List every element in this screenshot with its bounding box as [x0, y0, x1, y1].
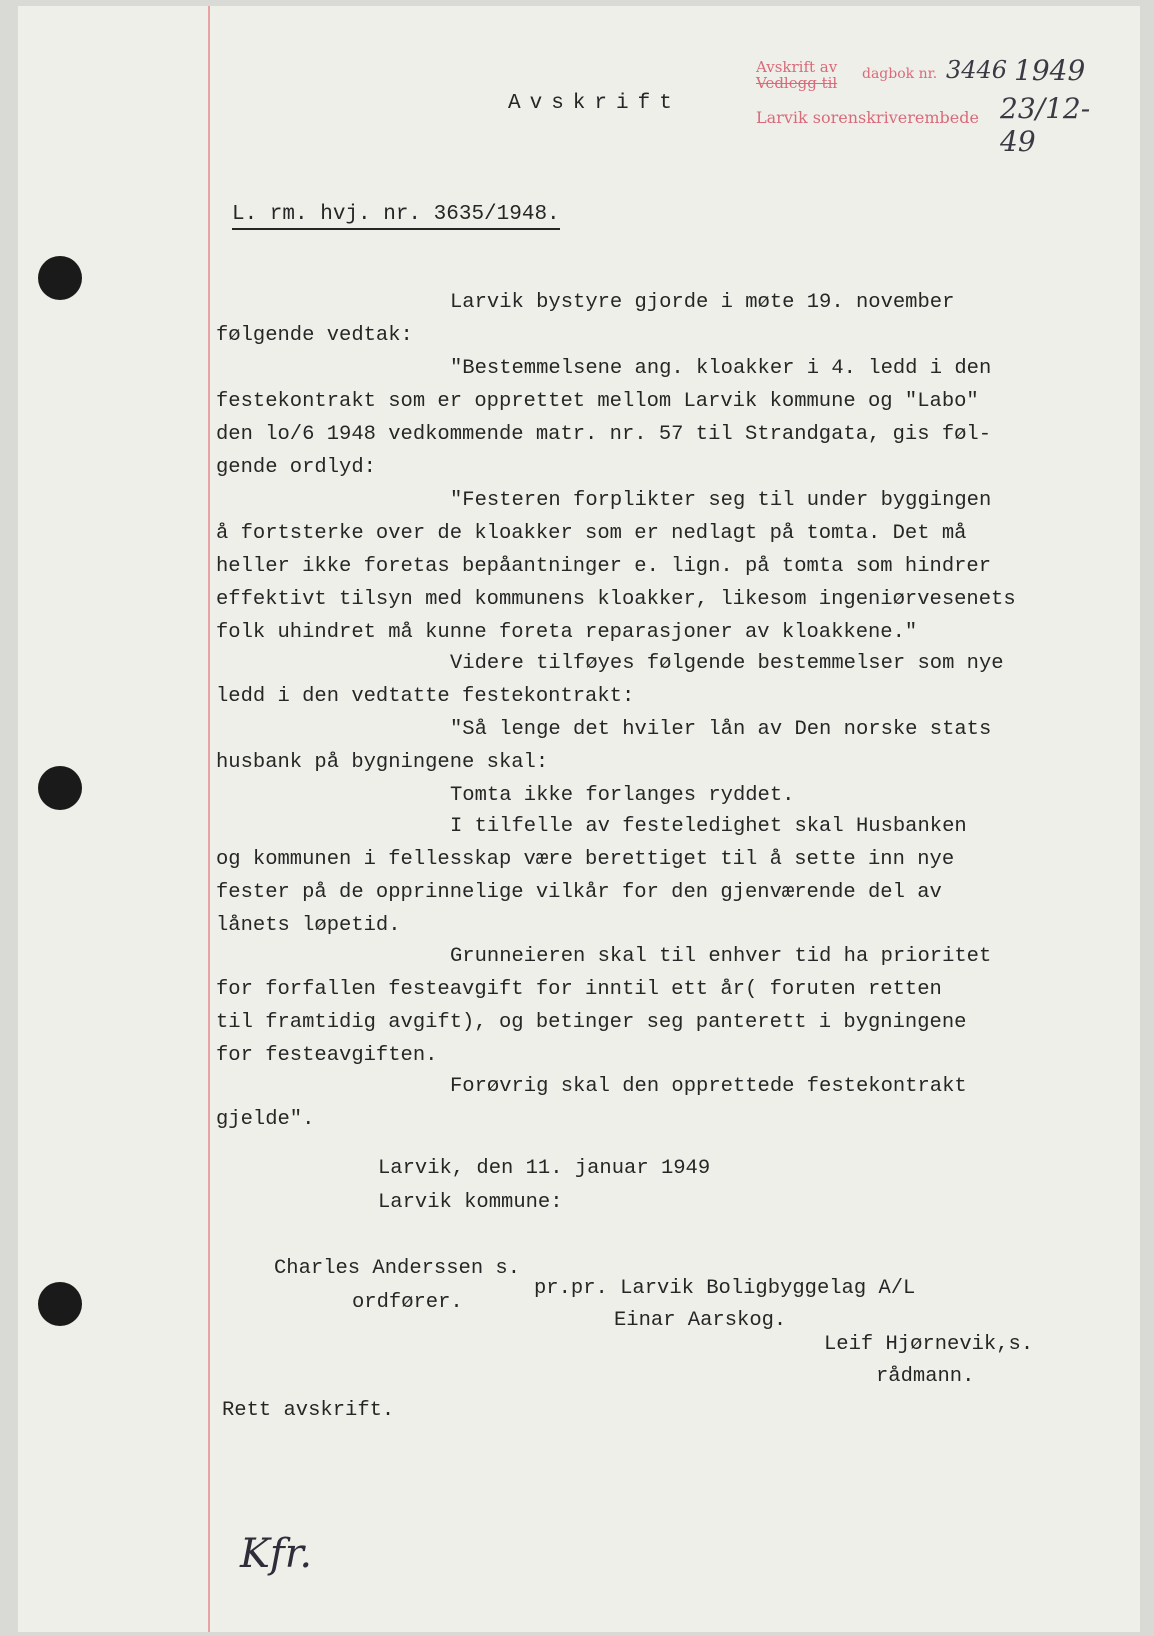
pp-line: pr.pr. Larvik Boligbyggelag A/L [534, 1277, 916, 1300]
place-date: Larvik, den 11. januar 1949 [378, 1157, 711, 1180]
punch-hole [38, 1282, 82, 1326]
document-title: Avskrift [508, 92, 681, 115]
body-line: festekontrakt som er opprettet mellom Larvik kommune og "Labo" [216, 390, 979, 413]
body-line: gende ordlyd: [216, 456, 376, 479]
stamp-year: 1949 [1014, 54, 1086, 87]
municipality: Larvik kommune: [378, 1191, 563, 1214]
body-line: I tilfelle av festeledighet skal Husbanken [450, 815, 967, 838]
body-line: for festeavgiften. [216, 1044, 438, 1067]
body-line: fester på de opprinnelige vilkår for den gjenværende del av [216, 881, 942, 904]
document-page [18, 6, 1140, 1632]
stamp-office: Larvik sorenskriverembede [756, 108, 979, 127]
admin-name: Leif Hjørnevik,s. [824, 1333, 1034, 1356]
stamp-line-2: Vedlegg til [756, 74, 838, 92]
body-line: husbank på bygningene skal: [216, 751, 549, 774]
body-line: ledd i den vedtatte festekontrakt: [216, 685, 635, 708]
body-line: "Festeren forplikter seg til under byggingen [450, 489, 992, 512]
margin-line [208, 6, 210, 1632]
pp-name: Einar Aarskog. [614, 1309, 787, 1332]
body-line: for forfallen festeavgift for inntil ett år( foruten retten [216, 978, 942, 1001]
body-line: til framtidig avgift), og betinger seg panterett i bygningene [216, 1011, 967, 1034]
body-line: "Bestemmelsene ang. kloakker i 4. ledd i den [450, 357, 992, 380]
body-line: Grunneieren skal til enhver tid ha prioritet [450, 945, 992, 968]
body-line: lånets løpetid. [216, 914, 401, 937]
stamp-dagbok-number: 3446 [946, 56, 1008, 84]
body-line: heller ikke foretas bepåantninger e. lign. på tomta som hindrer [216, 555, 992, 578]
body-line: effektivt tilsyn med kommunens kloakker, likesom ingeniørvesenets [216, 588, 1016, 611]
body-line: følgende vedtak: [216, 324, 413, 347]
body-line: Larvik bystyre gjorde i møte 19. november [450, 291, 955, 314]
body-line: å fortsterke over de kloakker som er nedlagt på tomta. Det må [216, 522, 967, 545]
body-line: Tomta ikke forlanges ryddet. [450, 784, 795, 807]
body-line: Videre tilføyes følgende bestemmelser som nye [450, 652, 1004, 675]
reference-number: L. rm. hvj. nr. 3635/1948. [232, 202, 560, 230]
mayor-title: ordfører. [352, 1291, 463, 1314]
stamp-line-1: Avskrift av [756, 58, 838, 76]
punch-hole [38, 766, 82, 810]
stamp-date: 23/12-49 [1000, 92, 1091, 158]
punch-hole [38, 256, 82, 300]
body-line: gjelde". [216, 1108, 315, 1131]
body-line: "Så lenge det hviler lån av Den norske stats [450, 718, 992, 741]
handwritten-initials: Kfr. [240, 1531, 313, 1577]
body-line: og kommunen i fellesskap være berettiget til å sette inn nye [216, 848, 955, 871]
body-line: folk uhindret må kunne foreta reparasjoner av kloakkene." [216, 621, 918, 644]
certification: Rett avskrift. [222, 1399, 395, 1422]
body-line: Forøvrig skal den opprettede festekontrakt [450, 1075, 967, 1098]
stamp-dagbok-label: dagbok nr. [862, 66, 938, 82]
registry-stamp [756, 54, 1116, 158]
admin-title: rådmann. [876, 1365, 975, 1388]
mayor-name: Charles Anderssen s. [274, 1257, 521, 1280]
body-line: den lo/6 1948 vedkommende matr. nr. 57 til Strandgata, gis føl- [216, 423, 992, 446]
